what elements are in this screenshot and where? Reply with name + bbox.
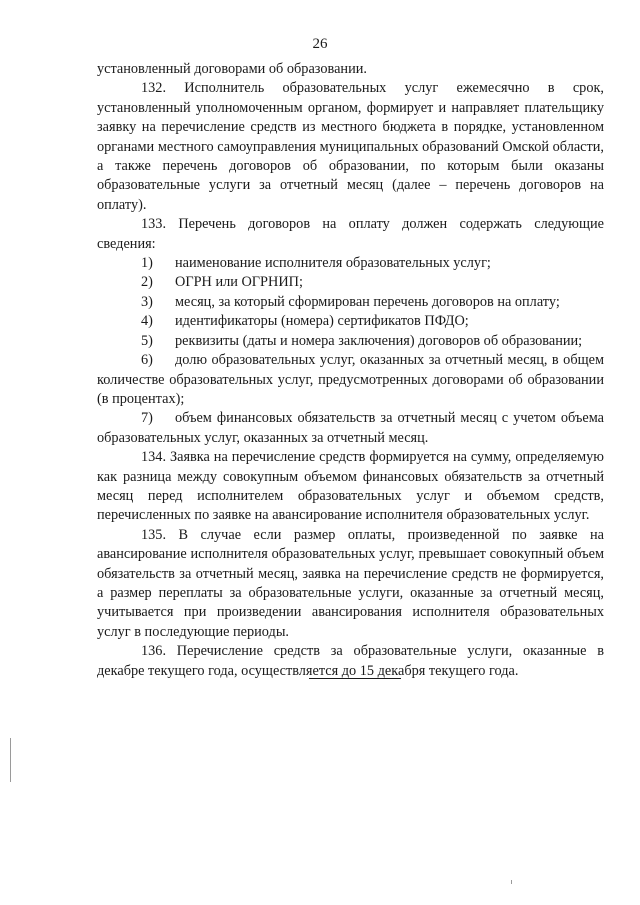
list-item-number: 2) — [141, 274, 153, 291]
document-body — [97, 60, 604, 681]
page-number: 26 — [312, 36, 328, 52]
list-item-number: 6) — [141, 352, 153, 369]
list-item-4 — [97, 312, 604, 331]
list-item-text: идентификаторы (номера) сертификатов ПФДО; — [175, 313, 469, 330]
list-item-5 — [97, 332, 604, 351]
scan-mark — [10, 738, 11, 782]
paragraph-133: 133. Перечень договоров на оплату должен содержать следующие сведения: — [97, 216, 604, 252]
list-item-6 — [97, 351, 604, 409]
list-item-1 — [97, 254, 604, 273]
paragraph-132: 132. Исполнитель образовательных услуг ежемесячно в срок, установленный уполномоченным органом, формирует и направляет плательщику заявку на перечисление средств из местного бюджета в порядке, установленном органами местного самоуправления муниципальных образований Омской области, а также перечень договоров об образовании, по которым были оказаны образовательные услуги за отчетный месяц (далее – перечень договоров на оплату). — [97, 80, 604, 213]
paragraph-136: 136. Перечисление средств за образовательные услуги, оказанные в декабре текущего года, осуществляется до 15 декабря текущего года. — [97, 643, 604, 679]
list-item-number: 1) — [141, 255, 153, 272]
list-item-text: месяц, за который сформирован перечень договоров на оплату; — [175, 293, 560, 310]
list-item-number: 3) — [141, 293, 153, 310]
list-item-number: 7) — [141, 410, 153, 427]
list-item-7 — [97, 409, 604, 448]
list-item-2 — [97, 273, 604, 292]
list-item-text: долю образовательных услуг, оказанных за отчетный месяц, в общем количестве образовательных услуг, предусмотренных договорами об образовании (в процентах); — [97, 352, 604, 407]
list-item-number: 5) — [141, 332, 153, 349]
list-item-text: ОГРН или ОГРНИП; — [175, 274, 303, 291]
list-item-text: объем финансовых обязательств за отчетный месяц с учетом объема образовательных услуг, оказанных за отчетный месяц. — [97, 410, 604, 446]
list-item-3 — [97, 293, 604, 312]
paragraph-135: 135. В случае если размер оплаты, произведенной по заявке на авансирование исполнителя образовательных услуг, превышает совокупный объем обязательств за отчетный месяц, заявка на перечисление средств не формируется, а размер переплаты за образовательные услуги, оказанные за отчетный месяц, учитывается при произведении авансирования исполнителя образовательных услуг в последующие периоды. — [97, 526, 604, 640]
end-divider — [309, 678, 401, 679]
paragraph-134: 134. Заявка на перечисление средств формируется на сумму, определяемую как разница между совокупным объемом финансовых обязательств за отчетный месяц перед исполнителем образовательных услуг и объемом средств, перечисленных по заявке на авансирование исполнителя образовательных услуг. — [97, 449, 604, 524]
scan-mark — [511, 880, 512, 884]
paragraph-continuation: установленный договорами об образовании. — [97, 61, 367, 77]
list-item-text: наименование исполнителя образовательных услуг; — [175, 255, 491, 272]
list-item-text: реквизиты (даты и номера заключения) договоров об образовании; — [175, 332, 583, 349]
list-item-number: 4) — [141, 313, 153, 330]
